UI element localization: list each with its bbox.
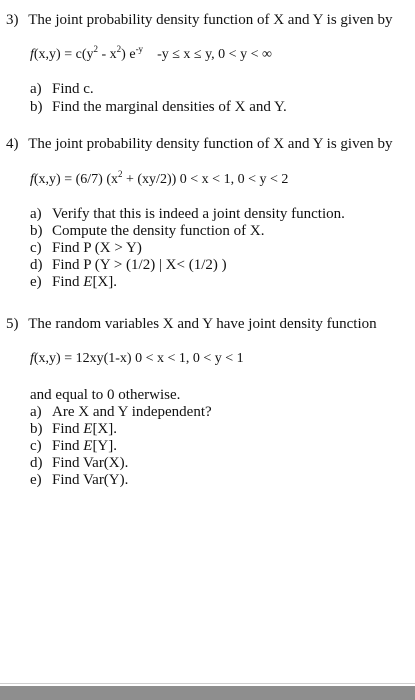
item-text: Find P (Y > (1/2) | X< (1/2) ) bbox=[52, 257, 227, 273]
item-text: Find Var(X). bbox=[52, 455, 129, 471]
list-item bbox=[30, 403, 212, 421]
note-text: and equal to 0 otherwise. bbox=[30, 387, 181, 403]
expectation-symbol: E bbox=[83, 274, 93, 290]
list-item bbox=[30, 471, 128, 489]
item-text: [X]. bbox=[92, 421, 118, 437]
item-text: Find Var(Y). bbox=[52, 472, 129, 488]
problem-text: The random variables X and Y have joint density function bbox=[28, 316, 377, 332]
problem-5-formula bbox=[30, 350, 244, 368]
problem-text: The joint probability density function of X and Y is given by bbox=[28, 136, 393, 152]
item-label: e) bbox=[30, 472, 42, 488]
list-item bbox=[30, 222, 264, 240]
item-label: c) bbox=[30, 240, 42, 256]
problem-text: The joint probability density function of X and Y is given by bbox=[28, 12, 393, 28]
item-label: c) bbox=[30, 438, 42, 454]
list-item bbox=[30, 256, 227, 274]
list-item bbox=[30, 454, 128, 472]
item-text: Find the marginal densities of X and Y. bbox=[52, 99, 287, 115]
formula-range: -y ≤ x ≤ y, 0 < y < ∞ bbox=[157, 47, 272, 62]
item-text: Compute the density function of X. bbox=[52, 223, 265, 239]
formula-part: (x,y) = (6/7) (x bbox=[33, 172, 118, 187]
problem-4-formula bbox=[30, 171, 288, 189]
exponent: 2 bbox=[116, 44, 122, 54]
list-item bbox=[30, 80, 94, 98]
item-text: [Y]. bbox=[92, 438, 118, 454]
list-item bbox=[30, 239, 142, 257]
item-text: Are X and Y independent? bbox=[52, 404, 212, 420]
problem-5-statement bbox=[6, 315, 377, 333]
item-text: Find bbox=[52, 274, 84, 290]
item-label: b) bbox=[30, 223, 43, 239]
formula-part: (x,y) = 12xy(1-x) 0 < x < 1, 0 < y < 1 bbox=[33, 351, 244, 366]
formula-part: ) e bbox=[121, 47, 136, 62]
problem-4-statement bbox=[6, 135, 393, 153]
item-text: Find c. bbox=[52, 81, 94, 97]
exponent: 2 bbox=[93, 44, 98, 54]
item-text: Find bbox=[52, 438, 84, 454]
function-symbol: f bbox=[30, 351, 34, 366]
list-item bbox=[30, 420, 117, 438]
item-label: d) bbox=[30, 257, 43, 273]
item-label: a) bbox=[30, 206, 42, 222]
expectation-symbol: E bbox=[83, 438, 93, 454]
problem-number: 4) bbox=[6, 136, 19, 152]
problem-number: 5) bbox=[6, 316, 19, 332]
item-label: a) bbox=[30, 81, 42, 97]
item-text: Find P (X > Y) bbox=[52, 240, 142, 256]
bottom-bar bbox=[0, 686, 415, 700]
list-item bbox=[30, 437, 117, 455]
expectation-symbol: E bbox=[83, 421, 93, 437]
item-text: Verify that this is indeed a joint density function. bbox=[52, 206, 345, 222]
problem-5-note bbox=[30, 386, 180, 404]
formula-part: - x bbox=[98, 47, 117, 62]
item-label: a) bbox=[30, 404, 42, 420]
list-item bbox=[30, 205, 345, 223]
problem-3-statement bbox=[6, 11, 393, 29]
exponent: -y bbox=[135, 44, 144, 54]
function-symbol: f bbox=[30, 172, 34, 187]
problem-3-formula bbox=[30, 46, 272, 64]
formula-part: (x,y) = c(y bbox=[33, 47, 94, 62]
exponent: 2 bbox=[118, 169, 123, 179]
list-item bbox=[30, 273, 117, 291]
item-text: [X]. bbox=[92, 274, 118, 290]
formula-part: + (xy/2)) 0 < x < 1, 0 < y < 2 bbox=[122, 172, 289, 187]
problem-number: 3) bbox=[6, 12, 19, 28]
item-label: d) bbox=[30, 455, 43, 471]
divider bbox=[0, 683, 415, 684]
item-label: b) bbox=[30, 421, 43, 437]
item-label: e) bbox=[30, 274, 42, 290]
function-symbol: f bbox=[30, 47, 34, 62]
item-label: b) bbox=[30, 99, 43, 115]
list-item bbox=[30, 98, 287, 116]
item-text: Find bbox=[52, 421, 84, 437]
